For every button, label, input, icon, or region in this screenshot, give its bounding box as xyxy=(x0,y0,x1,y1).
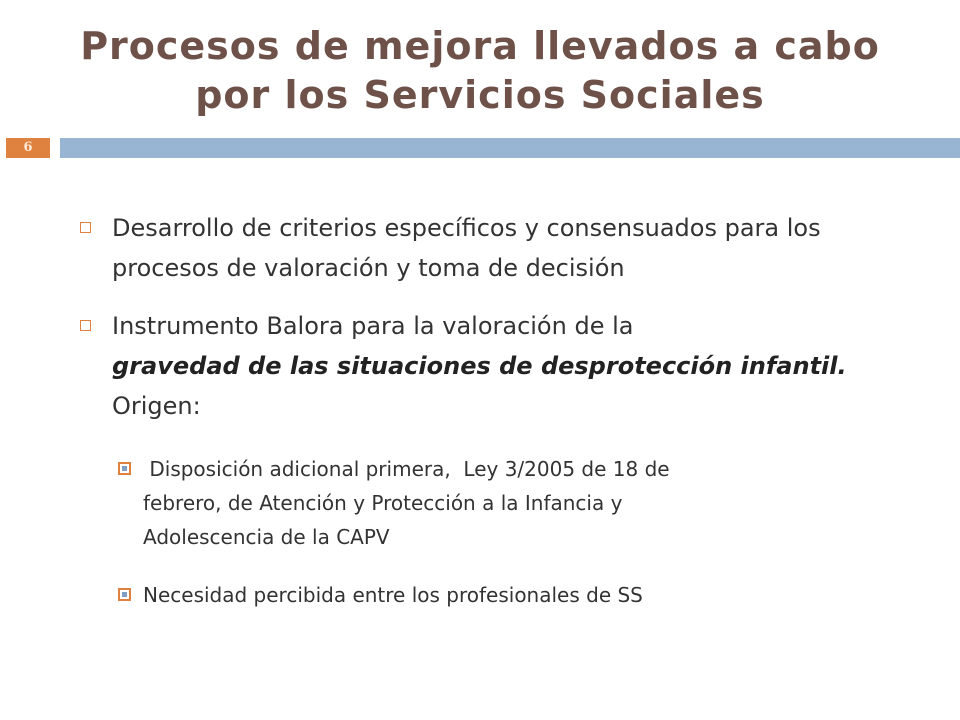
subitem-necesidad xyxy=(143,578,843,612)
square-bullet-icon xyxy=(80,320,91,331)
title-line-1: Procesos de mejora llevados a cabo xyxy=(80,24,880,68)
square-bullet-icon xyxy=(80,222,91,233)
bullet-text: Desarrollo de criterios específicos y consensuados para los procesos de valoración y toma de decisión xyxy=(112,214,821,282)
subitem-disposicion xyxy=(143,452,843,554)
subitem-text-line-1: Disposición adicional primera, Ley 3/2005 de 18 de xyxy=(143,457,670,481)
subitem-text-line-2: febrero, de Atención y Protección a la Infancia y xyxy=(143,491,623,515)
filled-square-bullet-icon xyxy=(118,588,131,601)
subitem-text-line-3: Adolescencia de la CAPV xyxy=(143,525,390,549)
bullet-item-balora xyxy=(112,306,902,426)
slide-number: 6 xyxy=(23,140,33,155)
bullet-text: Instrumento Balora para la valoración de la xyxy=(112,312,634,340)
bullet-emphasis: gravedad de las situaciones de desprotección infantil. xyxy=(112,352,847,380)
bullet-item-criteria xyxy=(112,208,902,288)
subitem-text-line-1: Necesidad percibida entre los profesionales de SS xyxy=(143,583,643,607)
title-line-2: por los Servicios Sociales xyxy=(195,72,765,117)
filled-square-bullet-icon xyxy=(118,462,131,475)
bullet-text-origin: Origen: xyxy=(112,392,201,420)
